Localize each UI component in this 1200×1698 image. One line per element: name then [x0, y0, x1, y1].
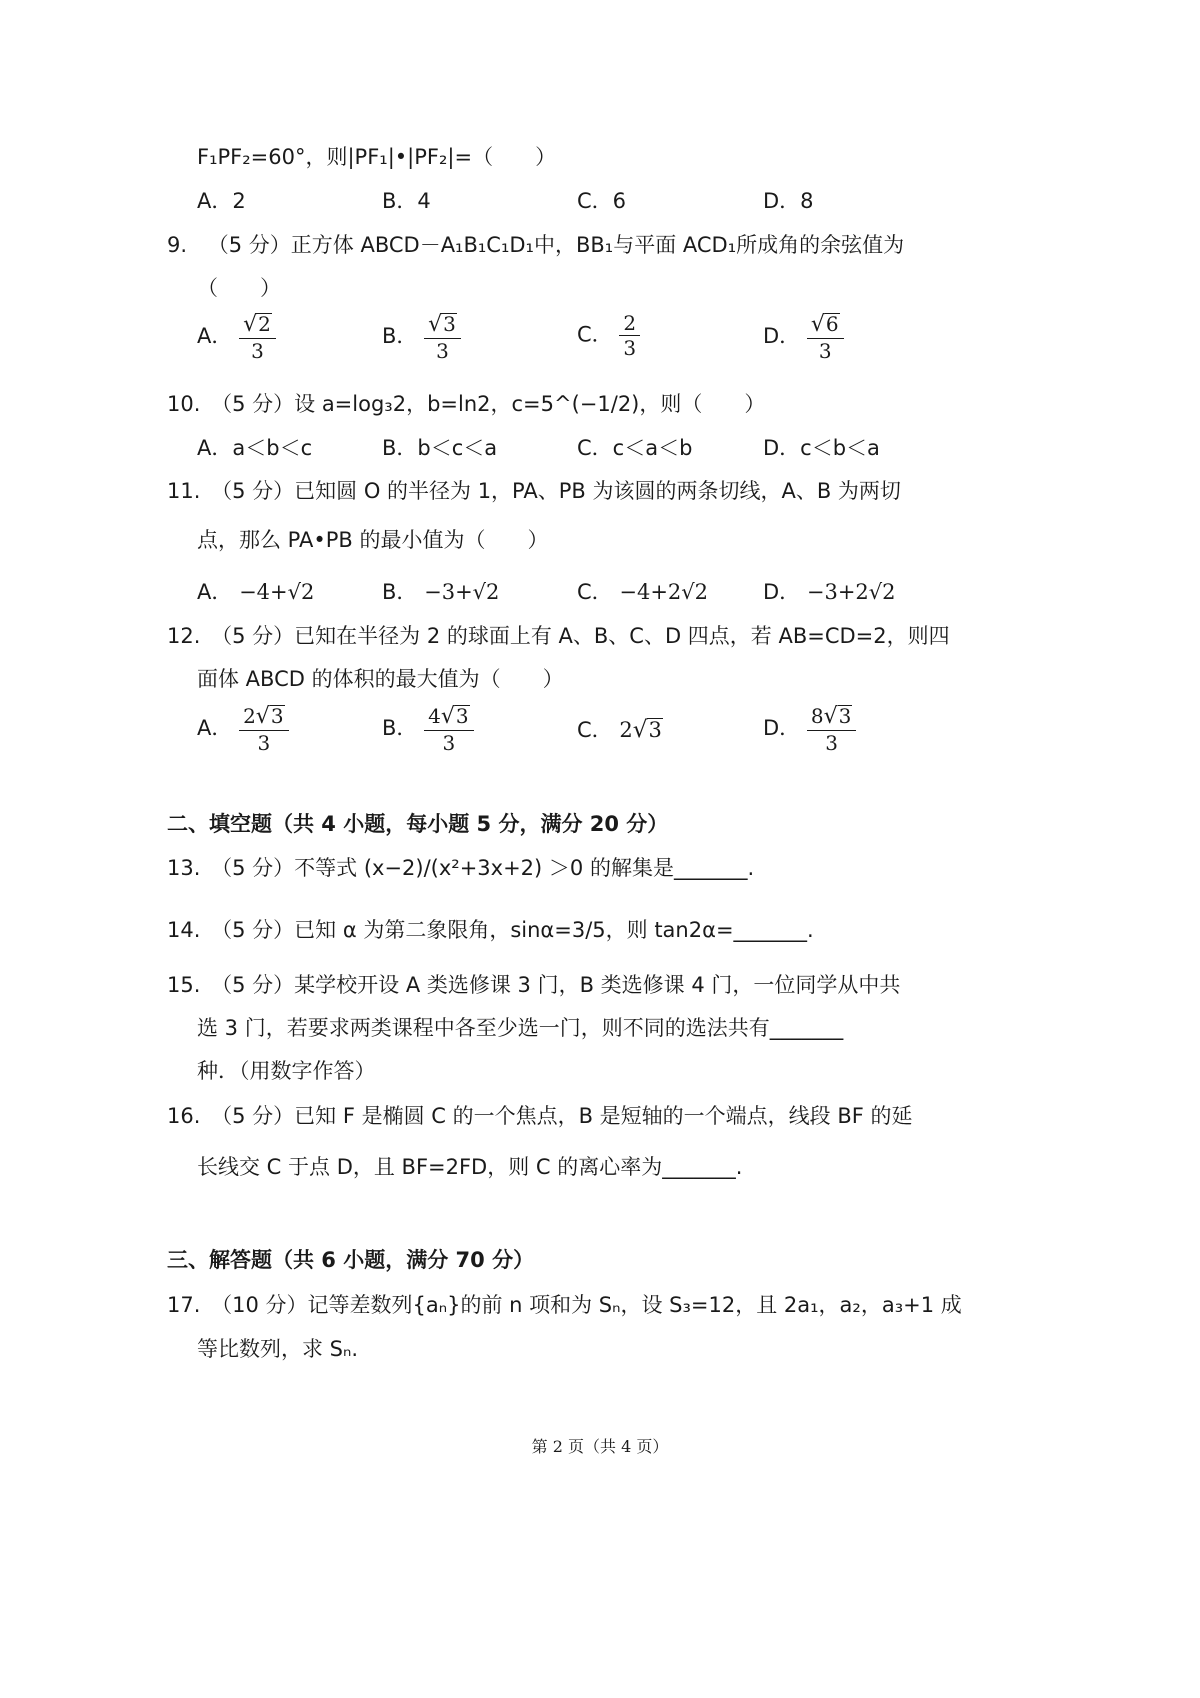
q11-stem-text: 已知圆 O 的半径为 1，PA、PB 为该圆的两条切线，A、B 为两切 — [294, 479, 901, 503]
q8-stem-text: F₁PF₂=60°，则|PF₁|•|PF₂|=（ ） — [197, 145, 557, 169]
q8-option-c: C．6 — [577, 189, 627, 213]
q17-stem-line2: 等比数列，求 Sₙ. — [197, 1337, 359, 1361]
q9-option-a — [197, 313, 276, 361]
q13-stem — [167, 858, 754, 879]
q10-stem — [167, 394, 765, 415]
question-score: （5 分） — [211, 918, 295, 942]
q12-stem-line2: 面体 ABCD 的体积的最大值为（ ） — [197, 667, 564, 691]
q15-stem — [167, 975, 900, 996]
q8-option-b: B．4 — [382, 189, 431, 213]
q10-option-a: A．a＜b＜c — [197, 436, 313, 460]
q11-option-c — [577, 582, 708, 603]
q9-stem-line2: （ ） — [197, 276, 281, 300]
q16-stem-line2: 长线交 C 于点 D，且 BF=2FD，则 C 的离心率为_______. — [197, 1155, 743, 1179]
q9-option-b — [382, 313, 461, 361]
option-label: C． — [577, 580, 613, 604]
option-value: $\frac{8√3}{3}$ — [807, 705, 857, 753]
option-value: −3+2√2 — [806, 580, 896, 604]
option-label: D． — [763, 324, 801, 348]
option-label: A． — [197, 580, 233, 604]
q10-option-b: B．b＜c＜a — [382, 436, 498, 460]
q12-option-a — [197, 705, 289, 753]
question-number: 9. — [167, 233, 188, 257]
option-label: B． — [382, 580, 418, 604]
question-score: （5 分） — [207, 233, 291, 257]
option-value: $\frac{2√3}{3}$ — [239, 705, 289, 753]
q11-option-a — [197, 582, 314, 603]
q9-option-d — [763, 313, 844, 361]
option-label: D． — [763, 580, 801, 604]
q8-option-d: D．8 — [763, 189, 814, 213]
q11-option-b — [382, 582, 499, 603]
q12-option-c — [577, 718, 663, 742]
q16-stem — [167, 1106, 913, 1127]
option-label: B． — [382, 716, 418, 740]
question-score: （10 分） — [211, 1293, 308, 1317]
q10-option-d: D．c＜b＜a — [763, 436, 880, 460]
question-score: （5 分） — [211, 1104, 295, 1128]
option-label: A． — [197, 324, 233, 348]
q17-stem-text: 记等差数列{aₙ}的前 n 项和为 Sₙ，设 S₃=12，且 2a₁，a₂，a₃+1 成 — [307, 1293, 962, 1317]
q14-stem — [167, 920, 814, 941]
q17-stem — [167, 1295, 962, 1316]
q14-stem-text: 已知 α 为第二象限角，sinα=3/5，则 tan2α=_______. — [294, 918, 814, 942]
q9-stem-text: 正方体 ABCD－A₁B₁C₁D₁中，BB₁与平面 ACD₁所成角的余弦值为 — [290, 233, 905, 257]
option-label: A． — [197, 716, 233, 740]
option-value: $\frac{√6}{3}$ — [807, 313, 844, 361]
q11-option-d — [763, 582, 896, 603]
question-number: 17. — [167, 1293, 201, 1317]
question-number: 13. — [167, 856, 201, 880]
section-heading-fill-in: 二、填空题（共 4 小题，每小题 5 分，满分 20 分） — [167, 812, 669, 836]
question-number: 11. — [167, 479, 201, 503]
question-number: 16. — [167, 1104, 201, 1128]
option-value: −4+√2 — [239, 580, 315, 604]
section-heading-solutions: 三、解答题（共 6 小题，满分 70 分） — [167, 1248, 535, 1272]
question-score: （5 分） — [211, 624, 295, 648]
q15-stem-line3: 种．（用数字作答） — [197, 1059, 376, 1083]
q16-stem-text: 已知 F 是椭圆 C 的一个焦点，B 是短轴的一个端点，线段 BF 的延 — [294, 1104, 913, 1128]
page-footer: 第 2 页（共 4 页） — [531, 1437, 669, 1456]
option-label: C． — [577, 718, 613, 742]
option-value: $\frac{√2}{3}$ — [239, 313, 276, 361]
q11-stem-line2: 点，那么 PA•PB 的最小值为（ ） — [197, 528, 549, 552]
option-value: −3+√2 — [424, 580, 500, 604]
option-value: 2√3 — [619, 717, 662, 743]
question-number: 14. — [167, 918, 201, 942]
question-score: （5 分） — [211, 856, 295, 880]
q9-stem — [167, 235, 904, 256]
q9-option-c — [577, 313, 640, 358]
question-number: 10. — [167, 392, 201, 416]
option-value: $\frac{4√3}{3}$ — [424, 705, 474, 753]
q13-stem-text: 不等式 (x−2)/(x²+3x+2) ＞0 的解集是_______. — [294, 856, 755, 880]
q12-option-d — [763, 705, 856, 753]
option-label: C． — [577, 322, 613, 347]
option-label: D． — [763, 716, 801, 740]
question-number: 12. — [167, 624, 201, 648]
q10-option-c: C．c＜a＜b — [577, 436, 693, 460]
question-score: （5 分） — [211, 392, 295, 416]
q15-stem-text: 某学校开设 A 类选修课 3 门，B 类选修课 4 门，一位同学从中共 — [294, 973, 901, 997]
option-label: B． — [382, 324, 418, 348]
option-value: −4+2√2 — [619, 580, 709, 604]
option-value: $\frac{√3}{3}$ — [424, 313, 461, 361]
question-score: （5 分） — [211, 973, 295, 997]
q10-stem-text: 设 a=log₃2，b=ln2，c=5^(−1/2)，则（ ） — [294, 392, 766, 416]
q15-stem-line2: 选 3 门，若要求两类课程中各至少选一门，则不同的选法共有_______ — [197, 1016, 844, 1040]
q8-option-a: A．2 — [197, 189, 246, 213]
q12-stem-text: 已知在半径为 2 的球面上有 A、B、C、D 四点，若 AB=CD=2，则四 — [294, 624, 950, 648]
q12-stem — [167, 626, 950, 647]
option-value: $\frac{2}{3}$ — [619, 313, 640, 358]
question-number: 15. — [167, 973, 201, 997]
q8-stem-tail — [197, 147, 556, 168]
q11-stem — [167, 481, 901, 502]
question-score: （5 分） — [211, 479, 295, 503]
q12-option-b — [382, 705, 474, 753]
